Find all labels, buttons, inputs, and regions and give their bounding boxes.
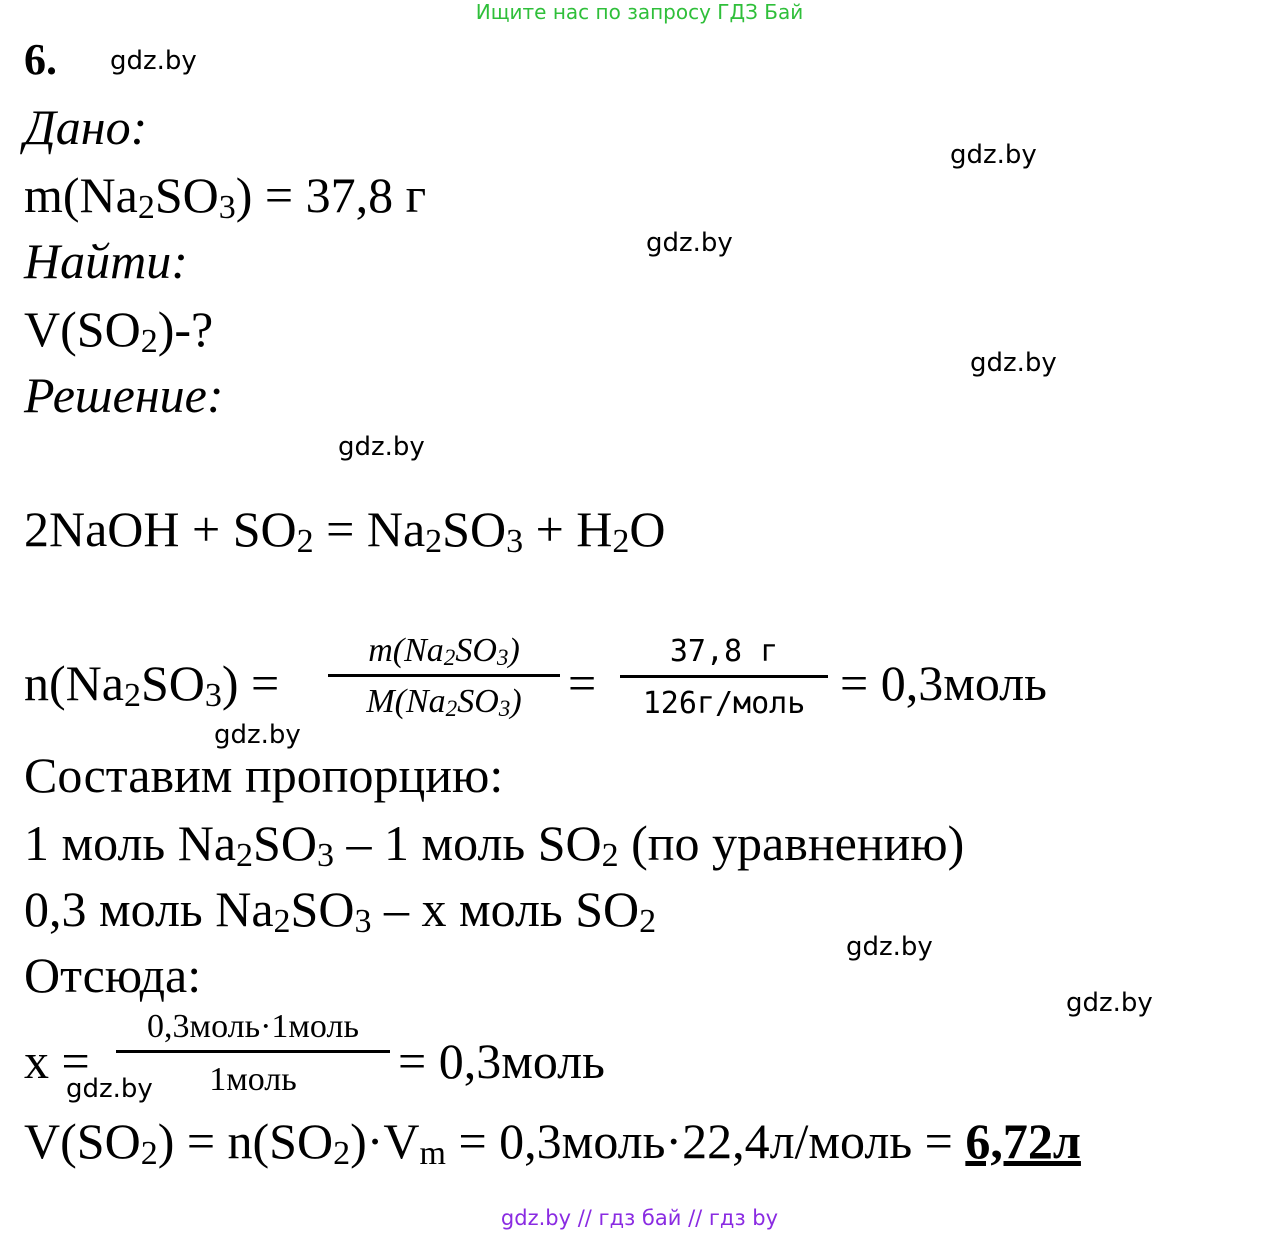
watermark: gdz.by <box>1066 988 1153 1018</box>
fraction-numerator: 0,3моль·1моль <box>147 1008 359 1045</box>
moles-lhs: $n(Na_2SO_3)$ = <box>24 655 280 715</box>
given-mass: $m(Na_2SO_3) = 37,8$ г <box>24 167 427 227</box>
watermark: gdz.by <box>950 140 1037 170</box>
fraction-numerator: 37,8 г <box>669 634 779 669</box>
fraction-denominator: 1моль <box>209 1061 297 1098</box>
watermark: gdz.by <box>846 932 933 962</box>
proportion-line-2: 0,3 моль $Na_2SO_3$ – x моль $SO_2$ <box>24 881 657 941</box>
watermark: gdz.by <box>214 720 301 750</box>
fraction-bar <box>116 1050 390 1053</box>
x-lhs: x = <box>24 1033 90 1089</box>
reaction-equation: 2NaOH + $SO_2 = Na_2SO_3 + H_2O$ <box>24 501 666 561</box>
watermark: gdz.by <box>66 1074 153 1104</box>
fraction-numerator: $m(Na_2SO_3)$ <box>368 632 520 672</box>
watermark: gdz.by <box>110 46 197 76</box>
top-banner[interactable]: Ищите нас по запросу ГДЗ Бай <box>475 0 804 24</box>
fraction-bar <box>328 674 560 677</box>
find-volume: $V(SO_2)-$? <box>24 301 214 361</box>
watermark: gdz.by <box>970 348 1057 378</box>
final-calculation: $V(SO_2) = n(SO_2)\cdot V_m$ = 0,3моль·22,4л/моль = 6,72л <box>24 1113 1081 1173</box>
footer-links[interactable]: gdz.by // гдз бай // гдз by <box>500 1206 779 1230</box>
watermark: gdz.by <box>338 432 425 462</box>
proportion-label: Составим пропорцию: <box>24 747 504 803</box>
find-label: Найти: <box>24 233 188 289</box>
final-answer: 6,72л <box>965 1113 1081 1169</box>
fraction-mass-over-molar-mass <box>328 632 560 721</box>
fraction-denominator: 126г/моль <box>642 686 806 721</box>
watermark: gdz.by <box>646 228 733 258</box>
fraction-denominator: $M(Na_2SO_3)$ <box>366 683 522 723</box>
fraction-bar <box>620 675 828 678</box>
x-result: = 0,3моль <box>398 1033 605 1089</box>
fraction-values <box>620 634 828 721</box>
fraction-x <box>116 1008 390 1099</box>
hence-label: Отсюда: <box>24 947 202 1003</box>
given-label: Дано: <box>24 99 148 155</box>
moles-result: = 0,3моль <box>840 655 1047 711</box>
task-number: 6. <box>24 35 57 84</box>
equals-sign: = <box>568 655 597 711</box>
proportion-line-1: 1 моль $Na_2SO_3 - 1$ моль $SO_2$ (по уравнению) <box>24 815 965 875</box>
solution-label: Решение: <box>24 367 224 423</box>
